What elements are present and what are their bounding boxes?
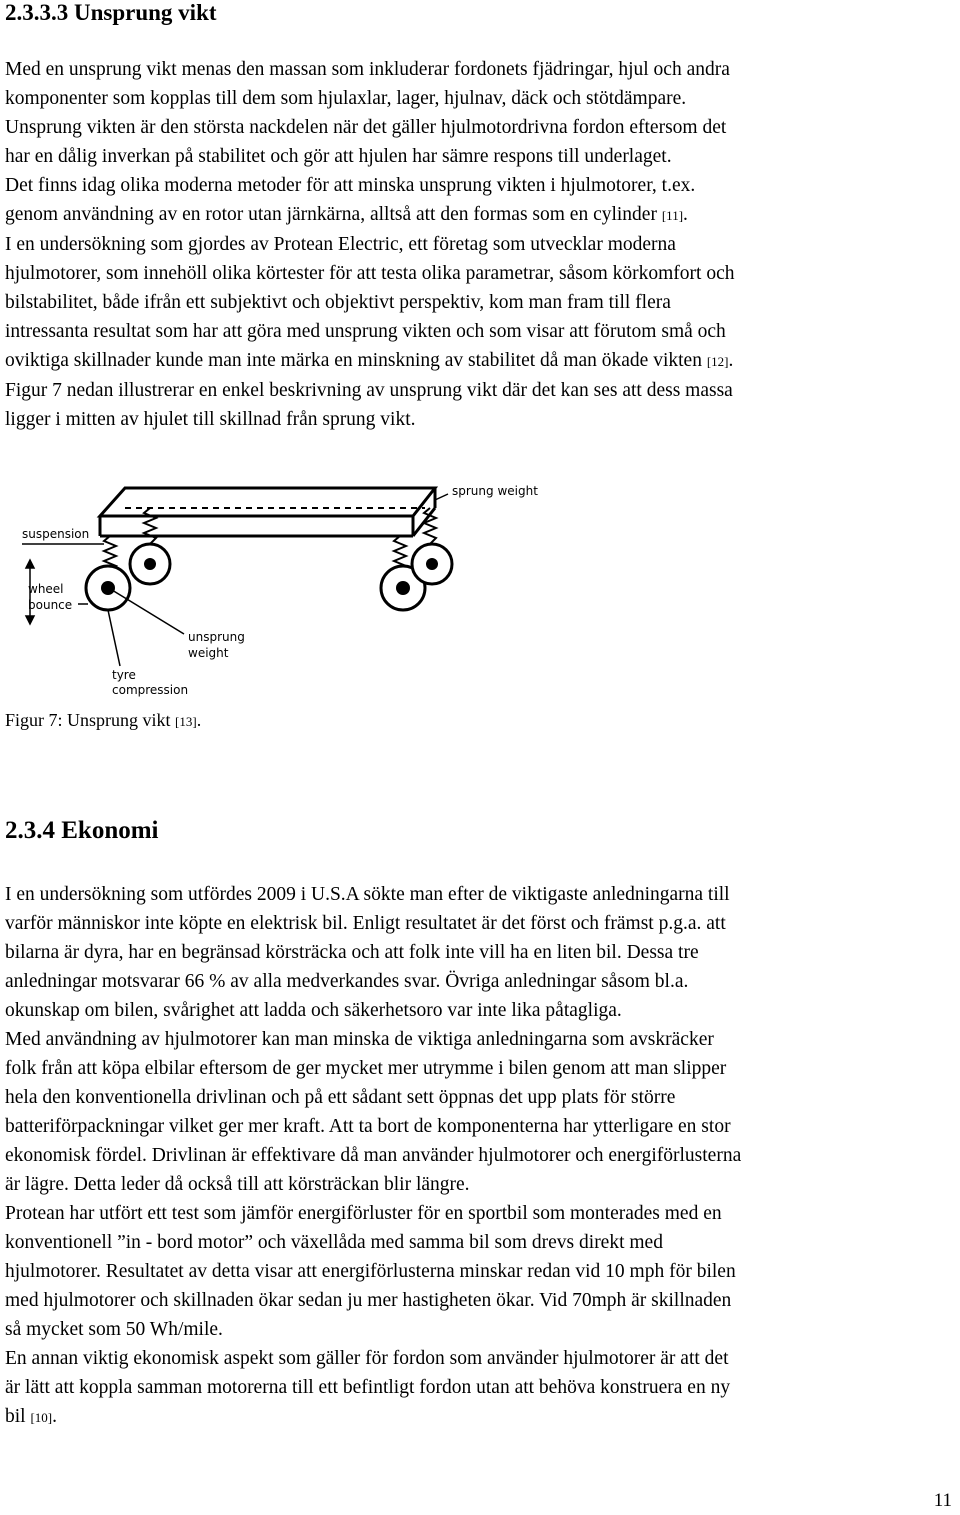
unsprung-weight-figure	[20, 478, 560, 700]
text-line: är lägre. Detta leder då också till att körsträckan blir längre.	[5, 1174, 470, 1195]
section-ekonomi-body	[5, 880, 957, 1432]
vehicle-body-box	[100, 488, 435, 536]
text-line: ekonomisk fördel. Drivlinan är effektivare då man använder hjulmotorer och energiförlusterna	[5, 1145, 742, 1166]
text-line: Unsprung vikten är den största nackdelen när det gäller hjulmotordrivna fordon eftersom det	[5, 117, 727, 138]
vehicle-suspension-diagram	[20, 478, 560, 700]
text-line-content: bil	[5, 1406, 31, 1427]
text-line: Det finns idag olika moderna metoder för att minska unsprung vikten i hjulmotorer, t.ex.	[5, 175, 696, 196]
label-compression: compression	[112, 683, 189, 697]
text-line: med hjulmotorer och skillnaden ökar sedan ju mer hastigheten ökar. Vid 70mph är skillnaden	[5, 1290, 732, 1311]
text-line: är lätt att koppla samman motorerna till ett befintligt fordon utan att behöva konstruera en ny	[5, 1377, 731, 1398]
text-line: I en undersökning som utfördes 2009 i U.S.A sökte man efter de viktigaste anledningarna till	[5, 884, 730, 905]
text-line: bilarna är dyra, har en begränsad körsträcka och att folk inte vill ha en liten bil. Dessa tre	[5, 942, 699, 963]
wheel-rear-left	[86, 566, 130, 610]
citation-ref-11: [11]	[661, 208, 684, 223]
citation-ref-13: [13]	[175, 714, 197, 729]
caption-text: Figur 7: Unsprung vikt	[5, 710, 176, 730]
figure-caption	[5, 708, 201, 734]
text-line	[5, 200, 950, 230]
text-line: har en dålig inverkan på stabilitet och gör att hjulen har sämre respons till underlaget.	[5, 146, 672, 167]
leader-line	[112, 590, 184, 634]
label-weight: weight	[188, 646, 229, 660]
text-line: folk från att köpa elbilar eftersom de ger mycket mer utrymme i bilen genom att man slipper	[5, 1058, 727, 1079]
text-line: En annan viktig ekonomisk aspekt som gäller för fordon som använder hjulmotorer är att det	[5, 1348, 729, 1369]
text-line: konventionell ”in - bord motor” och växellåda med samma bil som drevs direkt med	[5, 1232, 663, 1253]
citation-ref-12: [12]	[706, 354, 729, 369]
text-line: Med en unsprung vikt menas den massan som inkluderar fordonets fjädringar, hjul och andra	[5, 59, 730, 80]
text-line: varför människor inte köpte en elektrisk bil. Enligt resultatet är det först och främst p.g.a. att	[5, 913, 726, 934]
text-line: komponenter som kopplas till dem som hjulaxlar, lager, hjulnav, däck och stötdämpare.	[5, 88, 687, 109]
leader-line	[108, 610, 120, 666]
wheel-front-right	[412, 544, 452, 584]
leader-line	[435, 494, 448, 500]
text-line: hjulmotorer, som innehöll olika körtester för att testa olika parametrar, såsom körkomfort och	[5, 263, 735, 284]
text-line: Figur 7 nedan illustrerar en enkel beskrivning av unsprung vikt där det kan ses att dess massa	[5, 380, 733, 401]
text-line	[5, 346, 950, 376]
text-line: I en undersökning som gjordes av Protean Electric, ett företag som utvecklar moderna	[5, 234, 676, 255]
text-line: så mycket som 50 Wh/mile.	[5, 1319, 223, 1340]
label-wheel: wheel	[28, 582, 64, 596]
wheel-rear-right	[130, 544, 170, 584]
caption-end: .	[196, 710, 202, 730]
citation-end: .	[52, 1406, 58, 1427]
page-number: 11	[933, 1490, 952, 1511]
section-heading-ekonomi: 2.3.4 Ekonomi	[5, 817, 159, 844]
text-line: bilstabilitet, både ifrån ett subjektivt och objektivt perspektiv, kom man fram till flera	[5, 292, 671, 313]
section-heading-unsprung-vikt: 2.3.3.3 Unsprung vikt	[5, 0, 217, 25]
text-line: okunskap om bilen, svårighet att ladda och säkerhetsoro var inte lika påtagliga.	[5, 1000, 622, 1021]
label-sprung-weight: sprung weight	[452, 484, 538, 498]
citation-end: .	[683, 204, 688, 225]
text-line-content: genom användning av en rotor utan järnkärna, alltså att den formas som en cylinder	[5, 204, 662, 225]
citation-end: .	[728, 350, 734, 371]
text-line: hela den konventionella drivlinan och på ett sådant sett öppnas det upp plats för större	[5, 1087, 676, 1108]
text-line: batteriförpackningar vilket ger mer kraft. Att ta bort de komponenterna har ytterligare en stor	[5, 1116, 731, 1137]
section-unsprung-vikt-body	[5, 55, 950, 434]
text-line: ligger i mitten av hjulet till skillnad från sprung vikt.	[5, 409, 416, 430]
text-line-content: oviktiga skillnader kunde man inte märka en minskning av stabilitet då man ökade vikten	[5, 350, 707, 371]
text-line: intressanta resultat som har att göra med unsprung vikten och som visar att förutom små och	[5, 321, 726, 342]
label-unsprung: unsprung	[188, 630, 245, 644]
label-bounce: bounce	[28, 598, 73, 612]
text-line: Med användning av hjulmotorer kan man minska de viktiga anledningarna som avskräcker	[5, 1029, 714, 1050]
text-line: anledningar motsvarar 66 % av alla medverkandes svar. Övriga anledningar såsom bl.a.	[5, 971, 689, 992]
citation-ref-10: [10]	[30, 1410, 53, 1425]
text-line	[5, 1402, 957, 1432]
label-suspension: suspension	[22, 527, 90, 541]
label-tyre: tyre	[112, 668, 136, 682]
text-line: hjulmotorer. Resultatet av detta visar att energiförlusterna minskar redan vid 10 mph för bilen	[5, 1261, 736, 1282]
text-line: Protean har utfört ett test som jämför energiförluster för en sportbil som monterades med en	[5, 1203, 722, 1224]
